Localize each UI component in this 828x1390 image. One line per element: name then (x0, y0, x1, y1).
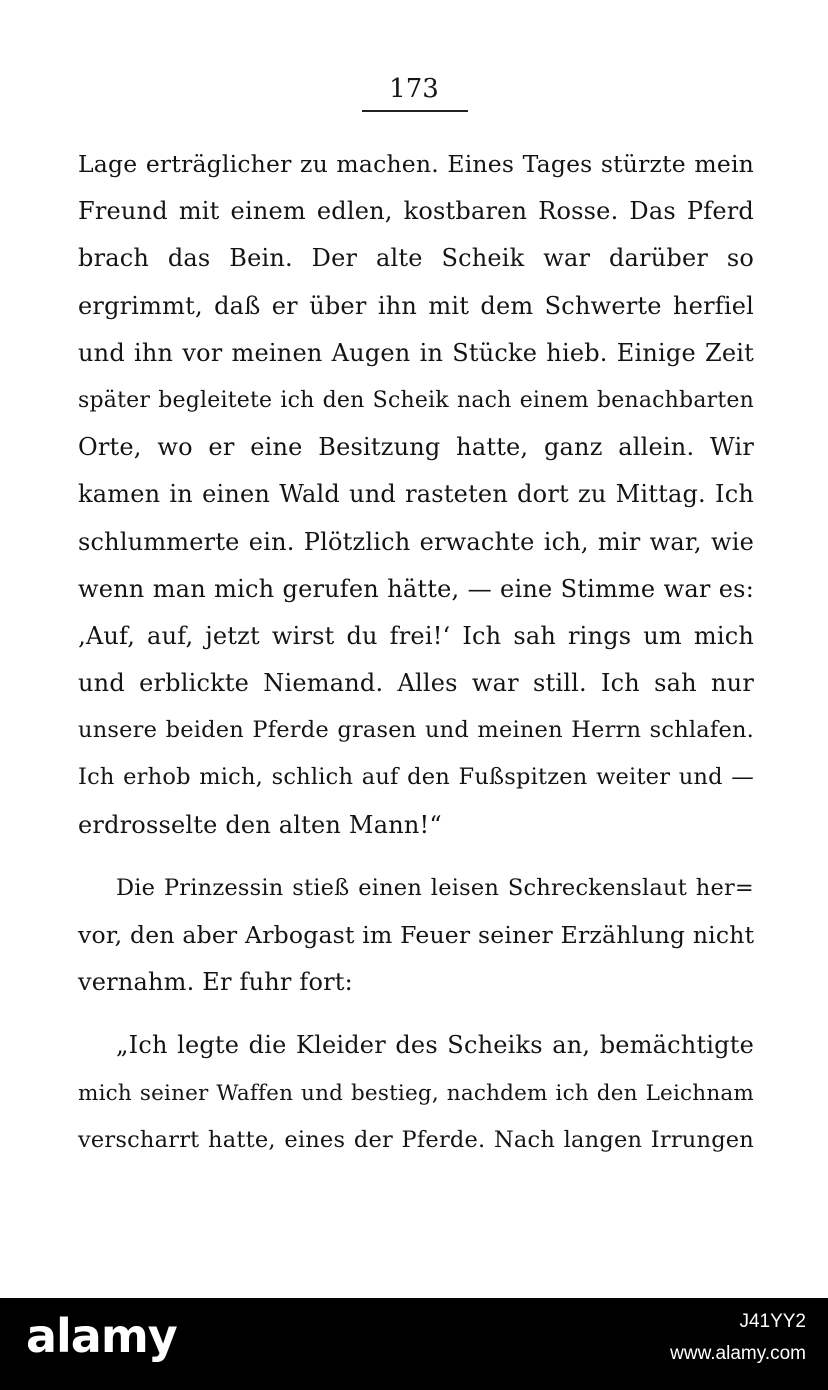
text-line: „Ich legte die Kleider des Scheiks an, bemächtigte (116, 1031, 754, 1060)
text-line: ‚Auf, auf, jetzt wirst du frei!‘ Ich sah rings um mich (78, 621, 754, 650)
text-line: Orte, wo er eine Besitzung hatte, ganz allein. Wir (78, 433, 754, 462)
text-line: und erblickte Niemand. Alles war still. Ich sah nur (78, 669, 754, 698)
text-line: schlummerte ein. Plötzlich erwachte ich, mir war, wie (78, 527, 754, 556)
text-line: mich seiner Waffen und bestieg, nachdem ich den Leichnam (78, 1080, 754, 1106)
watermark-footer (0, 1298, 828, 1390)
brand-logo: alamy (26, 1309, 177, 1363)
text-line: vernahm. Er fuhr fort: (78, 968, 353, 997)
text-line: Freund mit einem edlen, kostbaren Rosse. Das Pferd (78, 197, 754, 226)
text-line: wenn man mich gerufen hätte, — eine Stimme war es: (78, 574, 754, 603)
body-text (78, 141, 754, 1164)
page-number: 173 (389, 74, 439, 104)
paragraph-gap (78, 1006, 754, 1022)
page-number-rule (362, 110, 468, 112)
text-line: Ich erhob mich, schlich auf den Fußspitzen weiter und — (78, 764, 754, 791)
text-line: kamen in einen Wald und rasteten dort zu Mittag. Ich (78, 480, 754, 509)
text-line: unsere beiden Pferde grasen und meinen Herrn schlafen. (78, 717, 754, 744)
text-line: später begleitete ich den Scheik nach einem benachbarten (78, 387, 754, 413)
text-line: brach das Bein. Der alte Scheik war darüber so (78, 244, 754, 273)
text-line: erdrosselte den alten Mann!“ (78, 810, 442, 839)
site-url: www.alamy.com (670, 1343, 806, 1364)
text-line: Lage erträglicher zu machen. Eines Tages stürzte mein (78, 150, 754, 178)
text-line: verscharrt hatte, eines der Pferde. Nach langen Irrungen (78, 1126, 754, 1153)
image-id: J41YY2 (739, 1311, 806, 1332)
text-line: Die Prinzessin stieß einen leisen Schreckenslaut her= (116, 874, 754, 901)
paragraph-gap (78, 849, 754, 865)
text-line: und ihn vor meinen Augen in Stücke hieb. Einige Zeit (78, 338, 754, 367)
text-line: ergrimmt, daß er über ihn mit dem Schwerte herfiel (78, 291, 754, 320)
text-line: vor, den aber Arbogast im Feuer seiner Erzählung nicht (78, 921, 755, 949)
